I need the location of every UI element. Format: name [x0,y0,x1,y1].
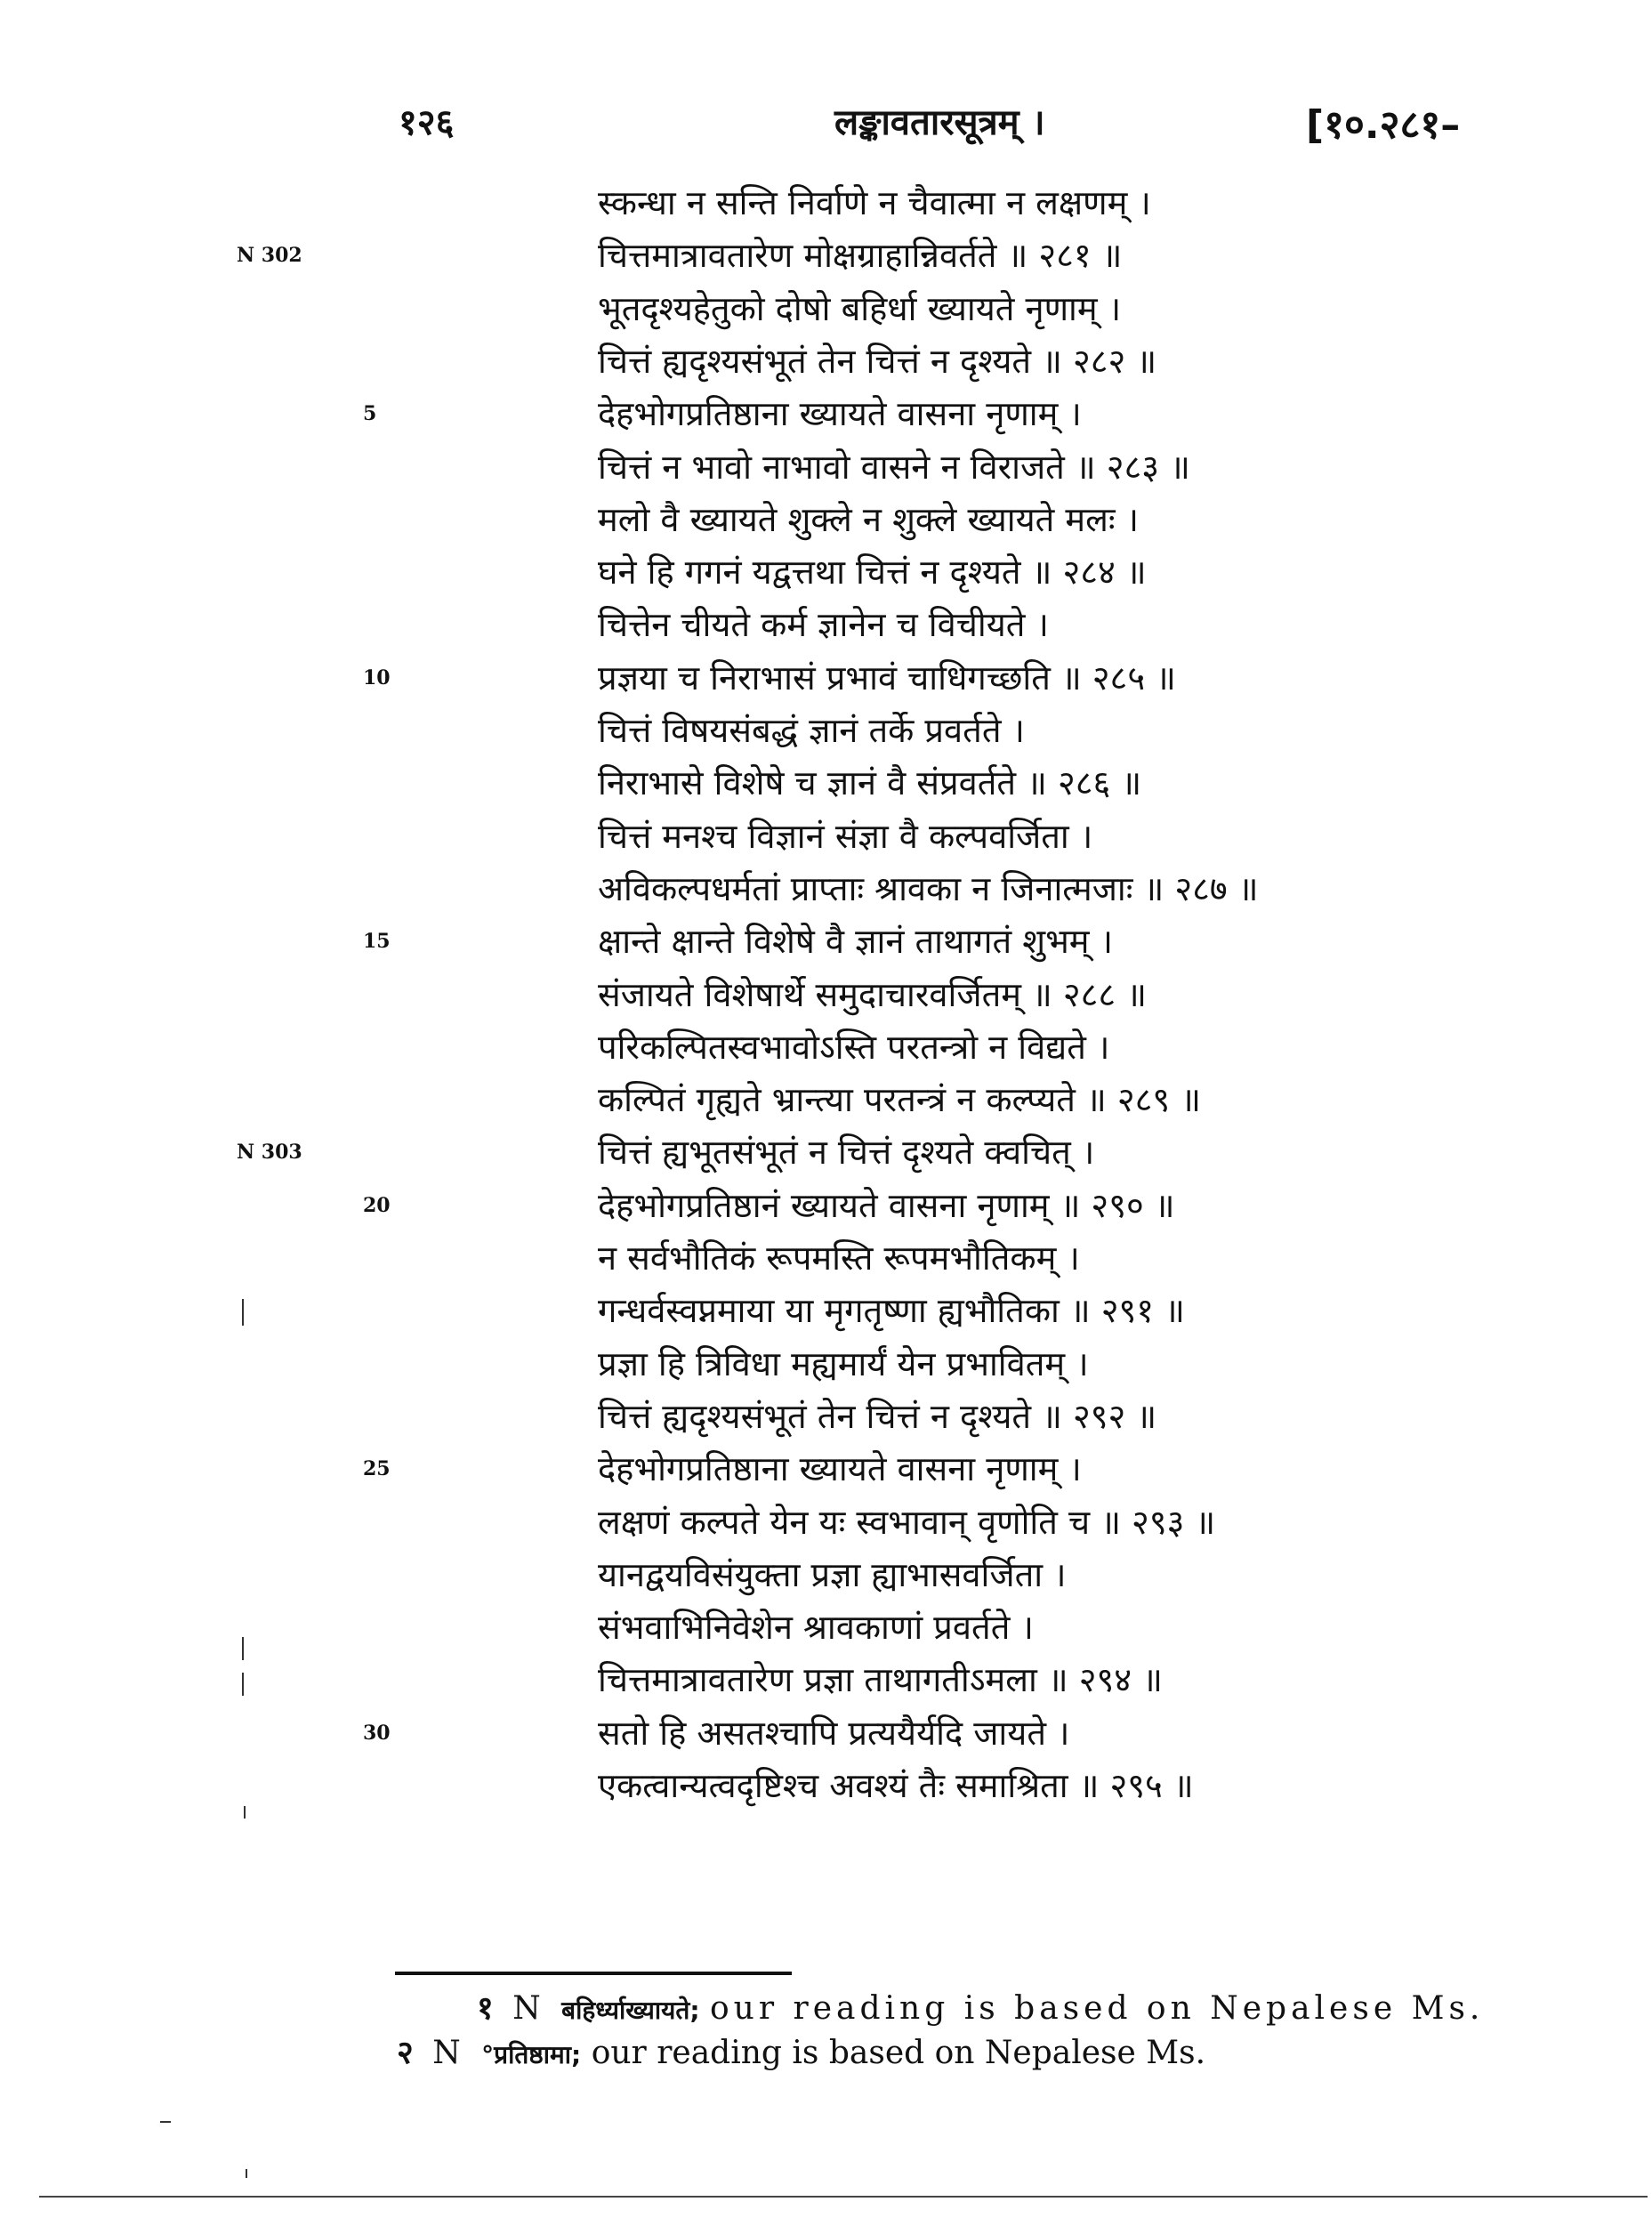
line-number: 20 [363,1194,391,1217]
verse-line: चित्तं मनश्च विज्ञानं संज्ञा वै कल्पवर्जिता । [598,817,1093,856]
footnote-variant: बहिर्ध्याख्यायते; [561,1996,700,2025]
line-number: 30 [363,1722,391,1745]
verse-line: संजायते विशेषार्थे समुदाचारवर्जितम् ॥ २८८ ॥ [598,975,1148,1014]
scan-speck [242,1673,244,1696]
verse-line: निराभासे विशेषे च ज्ञानं वै संप्रवर्तते ॥ २८६ ॥ [598,763,1142,802]
verse-line: लक्षणं कल्पते येन यः स्वभावान् वृणोति च ॥ २९३ ॥ [598,1503,1216,1542]
verse-line: भूतदृश्यहेतुको दोषो बहिर्धा ख्यायते नृणाम् । [598,289,1122,328]
line-number: 10 [363,666,391,690]
footnote-2 [397,2032,1205,2076]
verse-line: देहभोगप्रतिष्ठाना ख्यायते वासना नृणाम् । [598,394,1082,433]
verse-line: परिकल्पितस्वभावोऽस्ति परतन्त्रो न विद्यते । [598,1028,1110,1067]
scan-edge-line [39,2196,1648,2198]
verse-line: संभवाभिनिवेशेन श्रावकाणां प्रवर्तते । [598,1608,1034,1647]
footnote-rule [395,1972,792,1975]
verse-line: क्षान्ते क्षान्ते विशेषे वै ज्ञानं ताथागतं शुभम् । [598,922,1114,961]
verse-line: चित्तं ह्यदृश्यसंभूतं तेन चित्तं न दृश्यते ॥ २९२ ॥ [598,1397,1157,1436]
verse-line: प्रज्ञया च निराभासं प्रभावं चाधिगच्छति ॥ २८५ ॥ [598,658,1176,698]
scan-speck [160,2121,171,2123]
line-number: 25 [363,1457,391,1480]
footnote-siglum: N [512,1990,541,2027]
verse-line: चित्तं ह्यभूतसंभूतं न चित्तं दृश्यते क्वचित् । [598,1133,1095,1172]
line-number: 5 [363,402,377,425]
verse-line: चित्तं विषयसंबद्धं ज्ञानं तर्के प्रवर्तते । [598,711,1025,750]
verse-line: स्कन्धा न सन्ति निर्वाणे न चैवात्मा न लक्षणम् । [598,183,1151,222]
footnote-note: our reading is based on Nepalese Ms. [591,2035,1206,2071]
verse-line: न सर्वभौतिकं रूपमस्ति रूपमभौतिकम् । [598,1238,1080,1278]
verse-line: चित्तं ह्यदृश्यसंभूतं तेन चित्तं न दृश्यते ॥ २८२ ॥ [598,342,1157,381]
verse-line: कल्पितं गृह्यते भ्रान्त्या परतन्त्रं न कल्प्यते ॥ २८९ ॥ [598,1080,1201,1119]
verse-line: चित्तेन चीयते कर्म ज्ञानेन च विचीयते । [598,605,1049,644]
scan-speck [242,1637,244,1660]
verse-line: चित्तमात्रावतारेण प्रज्ञा ताथागतीऽमला ॥ २९४ ॥ [598,1660,1163,1699]
manuscript-page-ref: N 302 [237,244,302,267]
verse-line: गन्धर्वस्वप्नमाया या मृगतृष्णा ह्यभौतिका ॥ २९१ ॥ [598,1291,1185,1330]
section-reference: [१०.२८१– [1306,102,1461,148]
scan-speck [242,1299,244,1326]
footnote-siglum: N [432,2035,461,2071]
line-number: 15 [363,930,391,953]
verse-line: चित्तमात्रावतारेण मोक्षग्राहान्निवर्तते ॥ २८१ ॥ [598,236,1123,275]
verse-line: एकत्वान्यत्वदृष्टिश्च अवश्यं तैः समाश्रिता ॥ २९५ ॥ [598,1766,1194,1805]
verse-line: घने हि गगनं यद्वत्तथा चित्तं न दृश्यते ॥ २८४ ॥ [598,552,1147,592]
verse-line: मलो वै ख्यायते शुक्ले न शुक्ले ख्यायते मलः । [598,500,1140,539]
verse-line: अविकल्पधर्मतां प्राप्ताः श्रावका न जिनात्मजाः ॥ २८७ ॥ [598,869,1259,908]
verse-line: चित्तं न भावो नाभावो वासने न विराजते ॥ २८३ ॥ [598,448,1190,487]
scan-speck [246,2169,247,2178]
page-number: १२६ [399,102,455,143]
verse-line: यानद्वयविसंयुक्ता प्रज्ञा ह्याभासवर्जिता । [598,1555,1067,1594]
footnote-variant: °प्रतिष्ठामा; [481,2040,582,2069]
verse-line: देहभोगप्रतिष्ठानं ख्यायते वासना नृणाम् ॥ २९० ॥ [598,1186,1175,1225]
manuscript-page-ref: N 303 [237,1141,302,1164]
verse-line: प्रज्ञा हि त्रिविधा मह्यमार्यं येन प्रभावितम् । [598,1344,1089,1383]
footnote-note: our reading is based on Nepalese Ms. [710,1990,1485,2027]
verse-line: सतो हि असतश्चापि प्रत्ययैर्यदि जायते । [598,1714,1070,1753]
footnote-1 [477,1988,1485,2031]
footnote-mark: २ [397,2034,414,2071]
footnote-mark: १ [477,1989,494,2027]
verse-line: देहभोगप्रतिष्ठाना ख्यायते वासना नृणाम् । [598,1449,1082,1488]
scan-speck [244,1806,246,1819]
running-title: लङ्कावतारसूत्रम् । [834,102,1045,143]
running-header [0,96,1652,158]
